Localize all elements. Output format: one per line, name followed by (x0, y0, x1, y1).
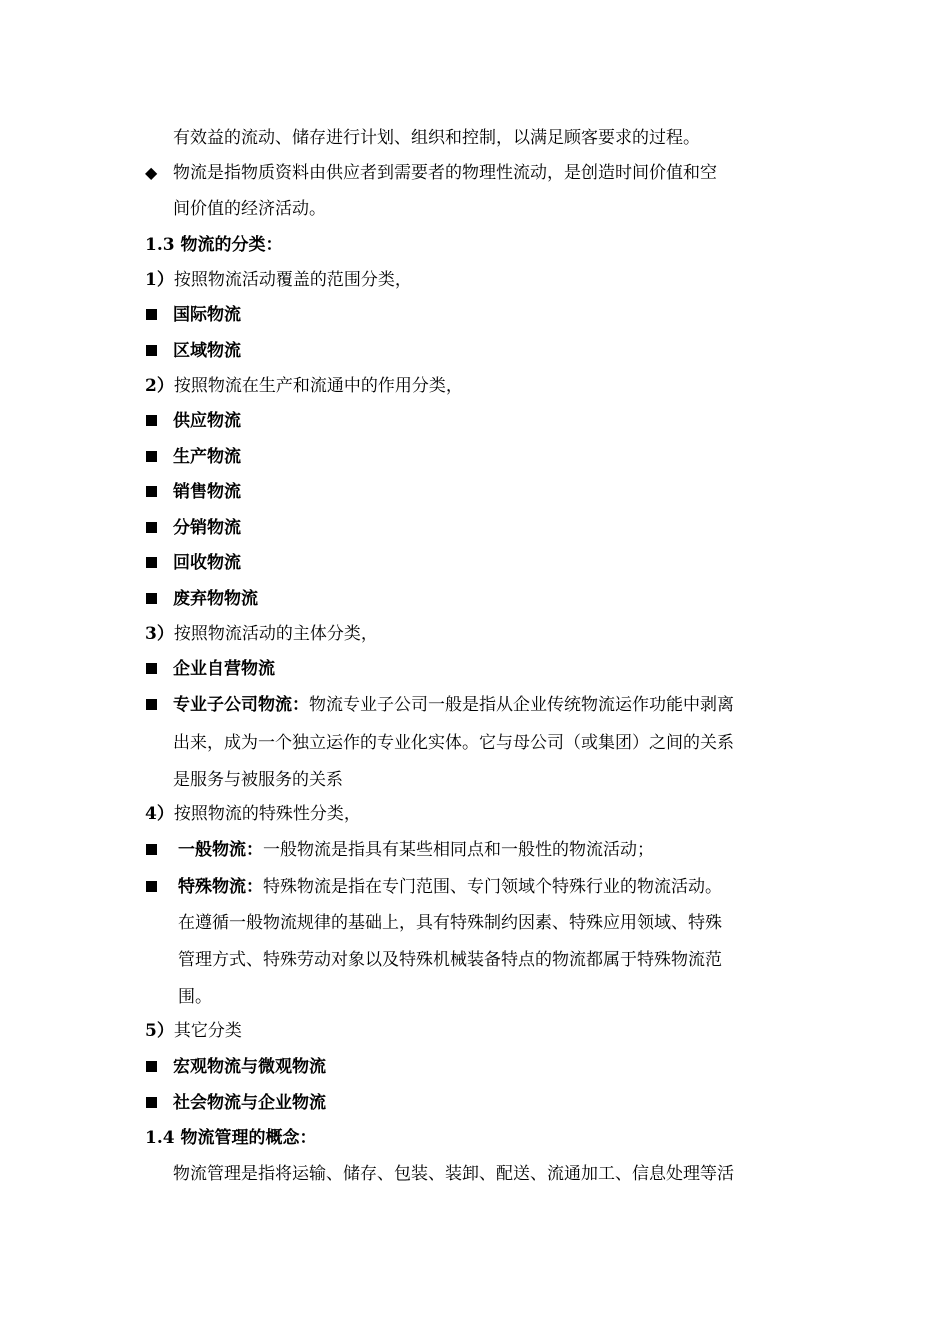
square-bullet-icon (146, 1061, 157, 1072)
square-bullet-icon (146, 415, 157, 426)
square-bullet-icon (146, 345, 157, 356)
square-bullet-icon (146, 451, 157, 462)
square-bullet-icon (146, 1097, 157, 1108)
square-bullet-icon (146, 663, 157, 674)
square-bullet-icon (146, 486, 157, 497)
square-bullet-icon (146, 881, 157, 892)
square-bullet-icon (146, 309, 157, 320)
square-bullet-icon (146, 522, 157, 533)
document-page: 有效益的流动、储存进行计划、组织和控制，以满足顾客要求的过程。 ◆ 物流是指物质资料由供应者到需要者的物理性流动，是创造时间价值和空 间价值的经济活动。 1.3 物流的分类： 1）按照物流活动覆盖的范围分类， 国际物流 区域物流 2）按照物流在生产和流通中的作用分类， 供应物流 生产物流 销售物流 分销物流 回收物流 废弃物物流 3）按照物流活动的主体分类， 企业自营物流 专业子公司物流：物流专业子公司一般是指从企业传统物流运作功能中剥离 出来，成为一个独立运作的专业化实体。它与母公司（或集团）之间的关系 是服务与被服务的关系 4）按照物流的特殊性分类， 一般物流：一般物流是指具有某些相同点和一般性的物流活动； 特殊物流：特殊物流是指在专门范围、专门领域个特殊行业的物流活动。 在遵循一般物流规律的基础上，具有特殊制约因素、特殊应用领域、特殊 管理方式、特殊劳动对象以及特殊机械装备特点的物流都属于特殊物流范 围。 5）其它分类 宏观物流与微观物流 社会物流与企业物流 1.4 物流管理的概念： 物流管理是指将运输、储存、包装、装卸、配送、流通加工、信息处理等活 (145, 128, 734, 1184)
square-bullet-icon (146, 557, 157, 568)
square-bullet-icon (146, 593, 157, 604)
square-bullet-icon (146, 844, 157, 855)
square-bullet-icon (146, 699, 157, 710)
diamond-bullet-icon: ◆ (145, 163, 158, 182)
